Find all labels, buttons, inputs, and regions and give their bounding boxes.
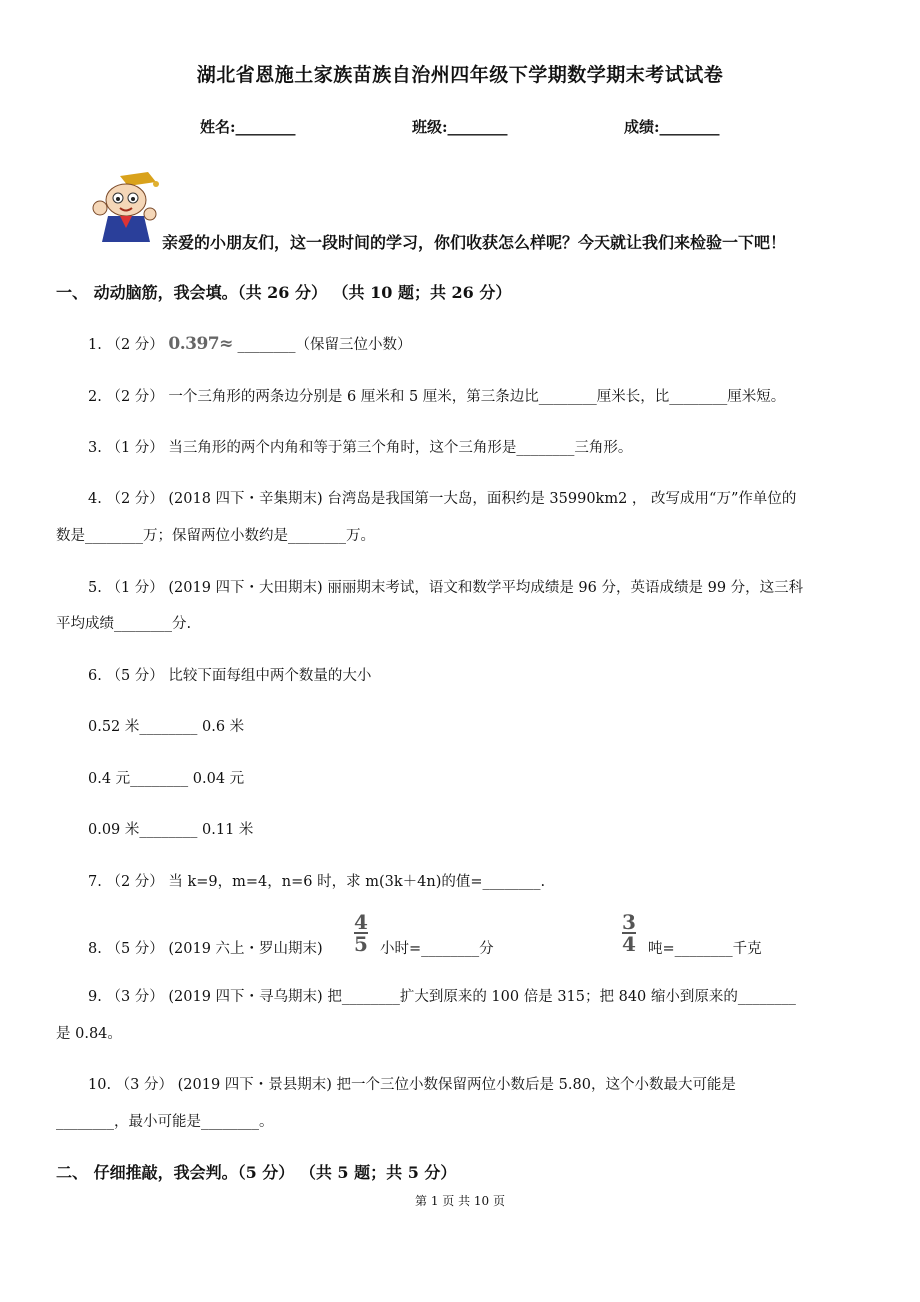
name-field: 姓名:________ (200, 118, 296, 136)
page-title: 湖北省恩施土家族苗族自治州四年级下学期数学期末考试试卷 (196, 64, 724, 86)
question-5-line-1: 5. （1 分） (2019 四下・大田期末) 丽丽期末考试，语文和数学平均成绩是 96 分，英语成绩是 99 分，这三科 (88, 580, 804, 596)
question-7: 7. （2 分） 当 k=9，m=4，n=6 时，求 m(3k＋4n)的值=________. (88, 874, 546, 890)
question-1-text: ________（保留三位小数） (237, 337, 412, 353)
question-2: 2. （2 分） 一个三角形的两条边分别是 6 厘米和 5 厘米，第三条边比________厘米长，比________厘米短。 (88, 389, 786, 405)
question-10-line-1: 10. （3 分） (2019 四下・景县期末) 把一个三位小数保留两位小数后是 5.80，这个小数最大可能是 (88, 1077, 736, 1093)
question-10-line-2: ________，最小可能是________。 (56, 1114, 274, 1130)
question-6: 6. （5 分） 比较下面每组中两个数量的大小 (88, 668, 372, 684)
section-2-heading: 二、 仔细推敲，我会判。（5 分） （共 5 题；共 5 分） (56, 1163, 457, 1182)
question-6-pair-a: 0.52 米________ 0.6 米 (88, 719, 245, 735)
question-8-fraction-1 (354, 910, 368, 956)
question-6-pair-c: 0.09 米________ 0.11 米 (88, 822, 254, 838)
fraction-2-denominator: 4 (622, 932, 636, 956)
fraction-1-numerator: 4 (354, 910, 368, 934)
fraction-2-numerator: 3 (622, 910, 636, 934)
question-4-line-2: 数是________万；保留两位小数约是________万。 (56, 528, 375, 544)
question-5-line-2: 平均成绩________分. (56, 616, 192, 632)
question-1-figure: 0.397≈ (168, 334, 233, 354)
cartoon-doctor-mascot-icon (90, 170, 165, 245)
fraction-1-denominator: 5 (354, 932, 368, 956)
question-9-line-2: 是 0.84。 (56, 1026, 122, 1042)
section-1-heading: 一、 动动脑筋，我会填。（共 26 分） （共 10 题；共 26 分） (56, 283, 512, 302)
question-8-middle: 小时=________分 (380, 941, 494, 957)
class-field: 班级:________ (412, 118, 508, 136)
question-8-end: 吨=________千克 (648, 941, 762, 957)
score-field: 成绩:________ (624, 118, 720, 136)
page-footer: 第 1 页 共 10 页 (415, 1194, 505, 1208)
question-8-fraction-2 (622, 910, 636, 956)
greeting-text: 亲爱的小朋友们，这一段时间的学习，你们收获怎么样呢？今天就让我们来检验一下吧！ (162, 233, 787, 252)
question-1-label: 1. （2 分） (88, 337, 164, 353)
question-8-label: 8. （5 分） (2019 六上・罗山期末) (88, 941, 323, 957)
question-4-line-1: 4. （2 分） (2018 四下・辛集期末) 台湾岛是我国第一大岛，面积约是 35990km2 ， 改写成用“万”作单位的 (88, 491, 797, 507)
question-9-line-1: 9. （3 分） (2019 四下・寻乌期末) 把________扩大到原来的 100 倍是 315；把 840 缩小到原来的________ (88, 989, 796, 1005)
question-1 (88, 333, 411, 354)
question-6-pair-b: 0.4 元________ 0.04 元 (88, 771, 245, 787)
question-3: 3. （1 分） 当三角形的两个内角和等于第三个角时，这个三角形是________三角形。 (88, 440, 633, 456)
